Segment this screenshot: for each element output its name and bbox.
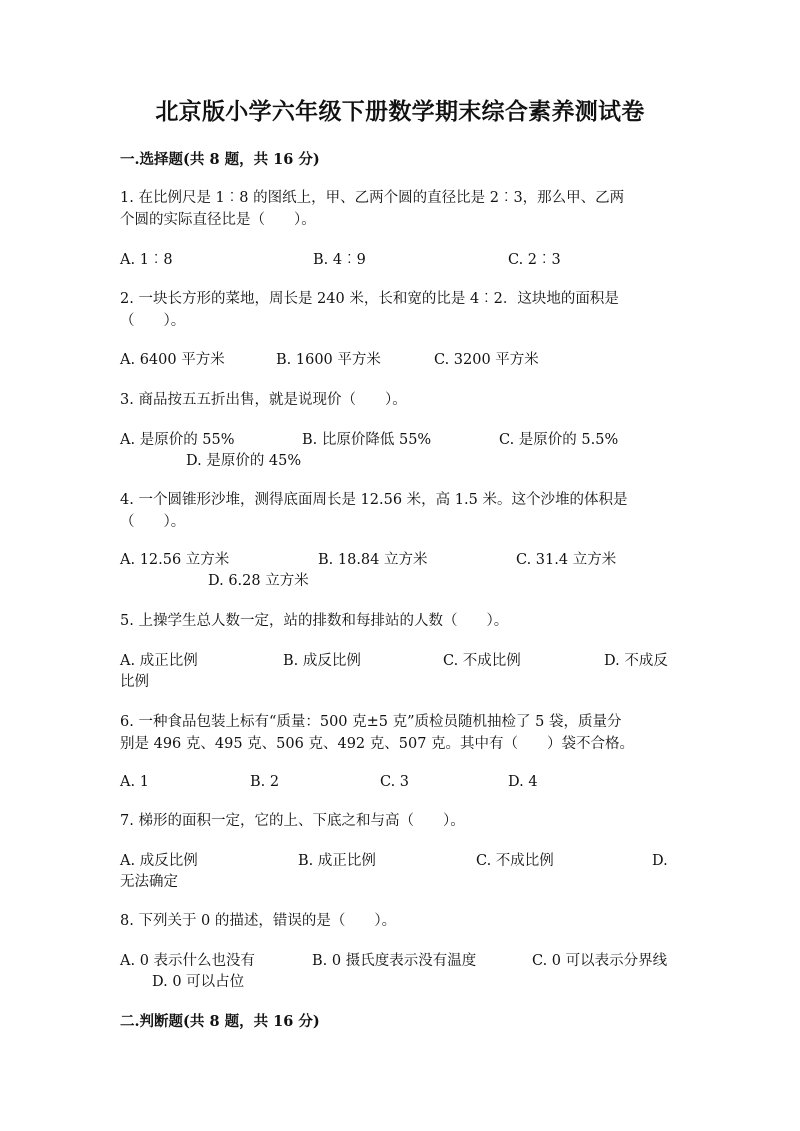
question-7-option-b: B. 成正比例 bbox=[298, 853, 376, 869]
question-7-option-d: D. bbox=[652, 853, 668, 869]
page-title: 北京版小学六年级下册数学期末综合素养测试卷 bbox=[155, 98, 645, 125]
question-5-option-d: D. 不成反 bbox=[604, 653, 668, 669]
question-6-line-2: 别是 496 克、495 克、506 克、492 克、507 克。其中有（ ）袋不合格。 bbox=[120, 736, 635, 752]
question-7-option-c: C. 不成比例 bbox=[476, 853, 554, 869]
question-3-option-c: C. 是原价的 5.5% bbox=[499, 432, 619, 448]
question-8-option-b: B. 0 摄氏度表示没有温度 bbox=[312, 953, 477, 969]
question-6-option-b: B. 2 bbox=[250, 774, 280, 790]
question-1-line-1: 1. 在比例尺是 1︰8 的图纸上，甲、乙两个圆的直径比是 2︰3，那么甲、乙两 bbox=[120, 190, 625, 206]
question-4-line-1: 4. 一个圆锥形沙堆，测得底面周长是 12.56 米，高 1.5 米。这个沙堆的体积是 bbox=[120, 492, 628, 508]
question-8-option-a: A. 0 表示什么也没有 bbox=[120, 953, 256, 969]
question-2-line-2: （ ）。 bbox=[120, 313, 186, 329]
question-1-option-c: C. 2︰3 bbox=[508, 252, 561, 268]
question-3-option-d: D. 是原价的 45% bbox=[186, 453, 302, 469]
question-2-option-b: B. 1600 平方米 bbox=[276, 352, 381, 368]
question-4-line-2: （ ）。 bbox=[120, 514, 186, 530]
question-6-option-d: D. 4 bbox=[508, 774, 538, 790]
question-2-option-a: A. 6400 平方米 bbox=[120, 352, 225, 368]
question-4-option-d: D. 6.28 立方米 bbox=[208, 573, 309, 589]
question-3-option-b: B. 比原价降低 55% bbox=[302, 432, 432, 448]
question-2-line-1: 2. 一块长方形的菜地，周长是 240 米，长和宽的比是 4︰2．这块地的面积是 bbox=[120, 291, 619, 307]
section-heading-judgment: 二.判断题(共 8 题，共 16 分) bbox=[120, 1013, 320, 1030]
question-5-option-d-wrap: 比例 bbox=[120, 674, 149, 690]
question-4-option-a: A. 12.56 立方米 bbox=[120, 552, 230, 568]
question-5-line-1: 5. 上操学生总人数一定，站的排数和每排站的人数（ ）。 bbox=[120, 613, 509, 629]
question-8-option-c: C. 0 可以表示分界线 bbox=[532, 953, 668, 969]
question-1-line-2: 个圆的实际直径比是（ ）。 bbox=[120, 212, 316, 228]
question-7-option-a: A. 成反比例 bbox=[120, 853, 198, 869]
question-5-option-c: C. 不成比例 bbox=[443, 653, 521, 669]
question-8-option-d: D. 0 可以占位 bbox=[152, 974, 245, 990]
section-heading-choice: 一.选择题(共 8 题，共 16 分) bbox=[120, 151, 320, 168]
question-3-line-1: 3. 商品按五五折出售，就是说现价（ ）。 bbox=[120, 392, 407, 408]
question-4-option-b: B. 18.84 立方米 bbox=[318, 552, 428, 568]
question-4-option-c: C. 31.4 立方米 bbox=[516, 552, 617, 568]
question-1-option-b: B. 4︰9 bbox=[313, 252, 366, 268]
question-5-option-a: A. 成正比例 bbox=[120, 653, 198, 669]
question-7-option-d-wrap: 无法确定 bbox=[120, 874, 178, 890]
question-3-option-a: A. 是原价的 55% bbox=[120, 432, 235, 448]
question-2-option-c: C. 3200 平方米 bbox=[434, 352, 539, 368]
question-6-option-c: C. 3 bbox=[380, 774, 410, 790]
question-7-line-1: 7. 梯形的面积一定，它的上、下底之和与高（ ）。 bbox=[120, 813, 465, 829]
question-6-option-a: A. 1 bbox=[120, 774, 149, 790]
question-6-line-1: 6. 一种食品包装上标有“质量：500 克±5 克”质检员随机抽检了 5 袋，质量分 bbox=[120, 714, 622, 730]
question-5-option-b: B. 成反比例 bbox=[283, 653, 361, 669]
question-8-line-1: 8. 下列关于 0 的描述，错误的是（ ）。 bbox=[120, 913, 397, 929]
question-1-option-a: A. 1︰8 bbox=[120, 252, 173, 268]
